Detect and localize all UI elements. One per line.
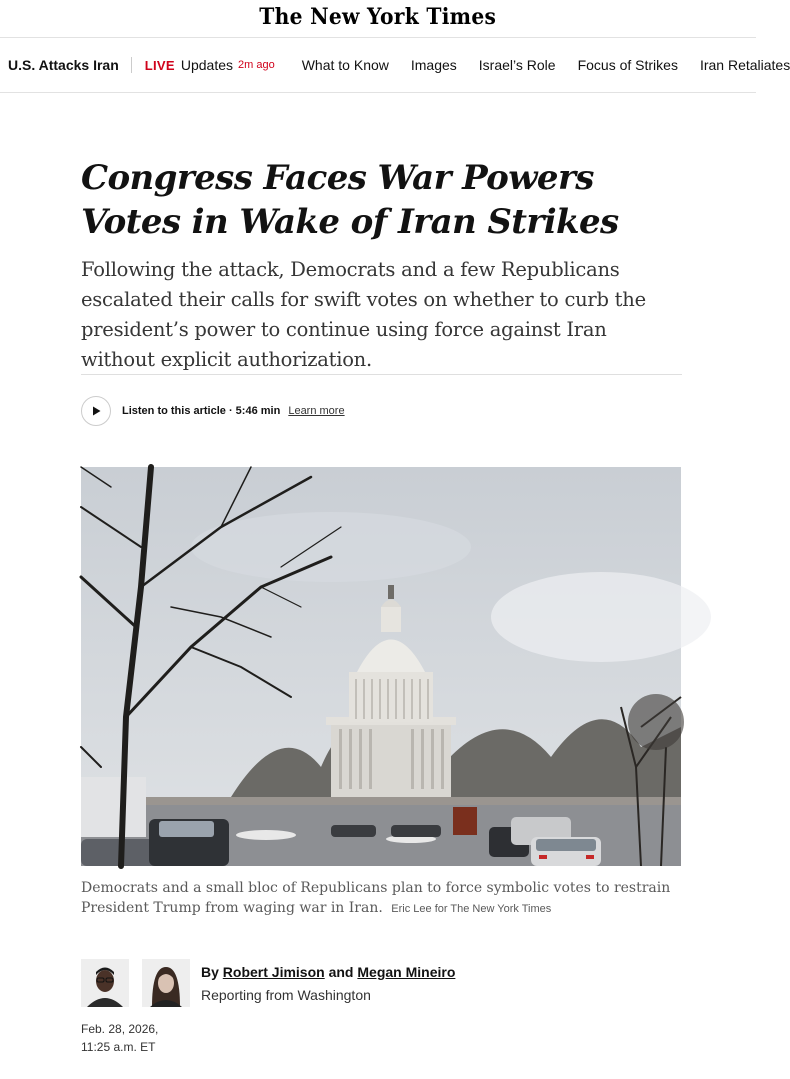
live-badge[interactable]: LIVE	[144, 57, 175, 73]
masthead	[0, 0, 756, 37]
byline-and: and	[328, 964, 354, 980]
lead-photo	[81, 467, 681, 866]
nav-link-iran-retaliates[interactable]: Iran Retaliates	[699, 57, 790, 73]
updated-time: 2m ago	[238, 59, 275, 71]
timestamp	[81, 1020, 158, 1056]
photo-credit: Eric Lee for The New York Times	[391, 902, 552, 915]
divider	[81, 374, 682, 375]
story-nav	[0, 37, 790, 93]
author-link-megan-mineiro[interactable]: Megan Mineiro	[357, 964, 456, 980]
learn-more-link[interactable]: Learn more	[288, 405, 345, 417]
updates-link[interactable]: Updates	[180, 57, 234, 73]
photo-caption	[81, 879, 671, 919]
author-avatar-megan-mineiro[interactable]	[142, 959, 190, 1007]
nav-link-what-to-know[interactable]: What to Know	[301, 57, 389, 73]
dateline: Reporting from Washington	[201, 987, 371, 1003]
article-summary: Following the attack, Democrats and a few Republicans escalated their calls for swift votes on whether to curb the president’s power to continue using force against Iran without explicit authorization.	[81, 258, 646, 371]
nav-link-images[interactable]: Images	[410, 57, 457, 73]
nav-link-focus-of-strikes[interactable]: Focus of Strikes	[577, 57, 678, 73]
nav-link-israels-role[interactable]: Israel’s Role	[478, 57, 556, 73]
byline	[201, 963, 455, 981]
nyt-logo[interactable]: The New York Times	[259, 4, 497, 30]
caption-text: Democrats and a small bloc of Republicans plan to force symbolic votes to restrain President Trump from waging war in Iran.	[81, 880, 671, 916]
publish-time: 11:25 a.m. ET	[81, 1040, 156, 1054]
author-avatar-robert-jimison[interactable]	[81, 959, 129, 1007]
story-title-link[interactable]: U.S. Attacks Iran	[8, 57, 132, 73]
listen-label: Listen to this article · 5:46 min	[122, 405, 281, 417]
byline-prefix: By	[201, 964, 219, 980]
play-button[interactable]	[81, 396, 111, 426]
article-headline: Congress Faces War Powers Votes in Wake of Iran Strikes	[81, 158, 619, 242]
publish-date: Feb. 28, 2026,	[81, 1022, 159, 1036]
author-link-robert-jimison[interactable]: Robert Jimison	[222, 964, 325, 980]
play-icon	[90, 405, 102, 417]
listen-bar	[81, 395, 345, 427]
